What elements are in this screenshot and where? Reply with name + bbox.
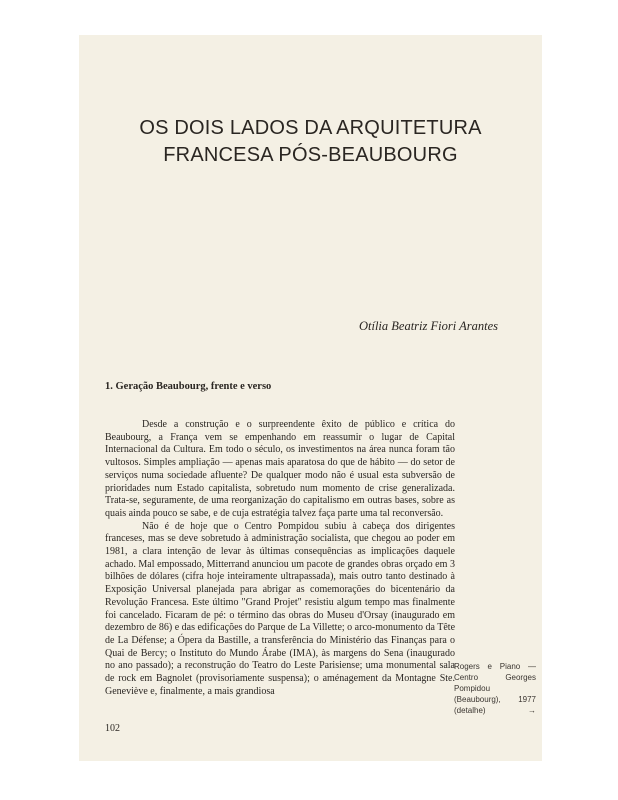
section-heading: 1. Geração Beaubourg, frente e verso <box>105 381 272 392</box>
article-title <box>79 115 542 169</box>
title-line-1: OS DOIS LADOS DA ARQUITETURA <box>139 117 482 139</box>
title-line-2: FRANCESA PÓS-BEAUBOURG <box>163 144 458 166</box>
document-page <box>79 35 542 761</box>
page-number: 102 <box>105 723 120 734</box>
paragraph-2: Não é de hoje que o Centro Pompidou subiu à cabeça dos dirigentes franceses, mas se deve sobretudo à administração socialista, que chegou ao poder em 1981, a clara intenção de levar às últimas consequências as implicações daquele achado. Mal empossado, Mitterrand anunciou um pacote de grandes obras orçado em 3 bilhões de dólares (cifra hoje inteiramente ultrapassada), mais outro tanto destinado à Exposição Universal planejada para abrigar as comemorações do bicentenário da Revolução Francesa. Este último "Grand Projet" resistiu algum tempo mas finalmente foi cancelado. Ficaram de pé: o término das obras do Museu d'Orsay (inaugurado em dezembro de 86) e das edificações do Parque de La Villette; o arco-monumento da Tête de La Défense; a Ópera da Bastille, a transferência do Ministério das Finanças para o Quai de Bercy; o Instituto do Mundo Árabe (IMA), às margens do Sena (inaugurado no ano passado); a reconstrução do Teatro do Leste Parisiense; uma monumental sala de rock em Bagnolet (provisoriamente suspensa); o aménagement da Montagne Ste. Geneviève e, finalmente, a mais grandiosa <box>105 520 456 697</box>
author-name: Otília Beatriz Fiori Arantes <box>358 319 498 333</box>
caption-text: Rogers e Piano — Centro Georges Pompidou (Beaubourg), 1977 (detalhe) <box>454 662 536 715</box>
paragraph-1: Desde a construção e o surpreendente êxito de público e crítica do Beaubourg, a França vem se empenhando em reassumir o lugar de Capital Internacional da Cultura. Em todo o século, os investimentos na área nunca foram tão vultosos. Simples ampliação — apenas mais aparatosa do que de hábito — do setor de serviços numa sociedade afluente? De qualquer modo não é usual esta subversão de prioridades num Estado capitalista, sobretudo num momento de crise generalizada. Trata-se, seguramente, de uma reorganização do capitalismo em outras bases, sobre as quais ainda pouco se sabe, e de cuja estratégia talvez faça parte uma tal reconversão. <box>105 419 455 519</box>
body-text <box>105 419 455 698</box>
figure-caption <box>454 661 536 716</box>
arrow-right-icon: → <box>528 706 536 715</box>
